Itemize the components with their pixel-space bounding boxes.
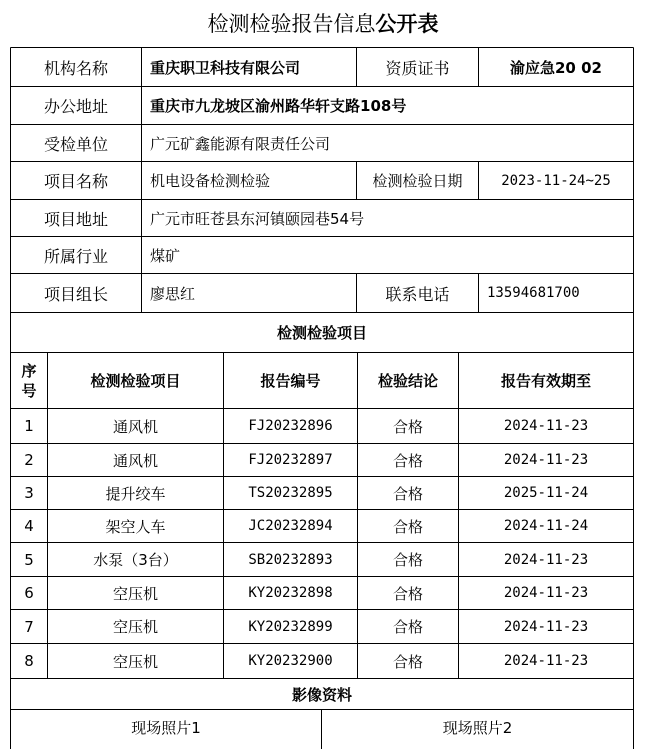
project-name-value: 机电设备检测检验 — [150, 172, 271, 190]
row-1-seq: 1 — [24, 417, 34, 435]
phone-value: 13594681700 — [487, 285, 580, 301]
row-7-valid-until: 2024-11-23 — [503, 618, 589, 635]
cert-label: 资质证书 — [385, 58, 450, 78]
header-seq — [11, 353, 47, 408]
header-seq-bottom: 号 — [21, 381, 37, 400]
row-2-item: 通风机 — [112, 451, 158, 470]
cert-value: 渝应急20 02 — [510, 58, 602, 77]
row-6-seq: 6 — [24, 584, 34, 602]
industry-label: 所属行业 — [43, 246, 108, 266]
project-name-label: 项目名称 — [43, 172, 108, 191]
title-emphasis: 公开表 — [375, 12, 439, 36]
header-seq-top: 序 — [21, 361, 37, 380]
row-4-conclusion: 合格 — [392, 517, 423, 536]
team-leader-label: 项目组长 — [43, 284, 108, 304]
row-7-item: 空压机 — [112, 618, 158, 636]
row-5-report-no: SB20232893 — [248, 551, 333, 568]
row-2-valid-until: 2024-11-23 — [503, 452, 589, 468]
org-name-value: 重庆职卫科技有限公司 — [150, 58, 301, 77]
row-2-report-no: FJ20232897 — [248, 452, 333, 468]
inspection-date-value: 2023-11-24~25 — [501, 172, 611, 189]
row-6-report-no: KY20232898 — [248, 585, 333, 601]
address-value: 重庆市九龙坡区渝州路华轩支路108号 — [150, 97, 407, 115]
row-8-seq: 8 — [24, 652, 34, 670]
row-1-report-no: FJ20232896 — [248, 418, 333, 434]
row-8-item: 空压机 — [112, 652, 158, 671]
row-8-valid-until: 2024-11-23 — [503, 653, 589, 669]
row-3-report-no: TS20232895 — [248, 485, 333, 501]
row-6-valid-until: 2024-11-23 — [503, 585, 589, 601]
row-2-conclusion: 合格 — [392, 451, 423, 470]
phone-label: 联系电话 — [385, 284, 450, 304]
inspected-unit-label: 受检单位 — [43, 134, 108, 154]
row-8-report-no: KY20232900 — [248, 653, 333, 669]
title-main: 检测检验报告信息 — [207, 12, 376, 36]
row-5-conclusion: 合格 — [392, 551, 423, 569]
row-7-report-no: KY20232899 — [248, 618, 333, 635]
row-2-seq: 2 — [24, 451, 34, 469]
inspection-date-label: 检测检验日期 — [372, 172, 463, 190]
row-1-item: 通风机 — [112, 417, 158, 436]
row-6-item: 空压机 — [112, 584, 158, 603]
inspected-unit-value: 广元矿鑫能源有限责任公司 — [150, 134, 331, 153]
header-valid-until: 报告有效期至 — [500, 372, 591, 390]
address-label: 办公地址 — [43, 97, 108, 116]
row-3-valid-until: 2025-11-24 — [503, 485, 589, 501]
project-address-label: 项目地址 — [43, 209, 108, 229]
row-1-conclusion: 合格 — [392, 417, 423, 436]
row-3-conclusion: 合格 — [392, 484, 423, 503]
page-title — [0, 4, 646, 44]
row-4-report-no: JC20232894 — [248, 518, 333, 534]
project-address-value: 广元市旺苍县东河镇颐园巷54号 — [150, 209, 365, 228]
org-name-label: 机构名称 — [43, 58, 108, 78]
header-report-no: 报告编号 — [260, 372, 321, 390]
row-4-item: 架空人车 — [105, 517, 166, 536]
row-3-seq: 3 — [24, 484, 34, 502]
site-photo-2-label: 现场照片2 — [442, 718, 513, 737]
row-7-conclusion: 合格 — [392, 618, 423, 636]
images-section-title: 影像资料 — [291, 685, 352, 704]
row-4-valid-until: 2024-11-24 — [503, 518, 589, 534]
items-section-title: 检测检验项目 — [276, 324, 367, 342]
row-6-conclusion: 合格 — [392, 584, 423, 603]
row-4-seq: 4 — [24, 517, 34, 535]
header-item: 检测检验项目 — [90, 372, 181, 390]
row-8-conclusion: 合格 — [392, 652, 423, 671]
row-5-item: 水泵（3台） — [93, 551, 178, 569]
row-1-valid-until: 2024-11-23 — [503, 418, 589, 434]
row-3-item: 提升绞车 — [105, 484, 166, 503]
header-conclusion: 检验结论 — [377, 372, 438, 390]
industry-value: 煤矿 — [150, 246, 181, 265]
row-5-seq: 5 — [24, 550, 34, 569]
site-photo-1-label: 现场照片1 — [131, 718, 201, 737]
row-7-seq: 7 — [24, 617, 34, 636]
row-5-valid-until: 2024-11-23 — [503, 551, 589, 568]
team-leader-value: 廖思红 — [150, 284, 196, 303]
